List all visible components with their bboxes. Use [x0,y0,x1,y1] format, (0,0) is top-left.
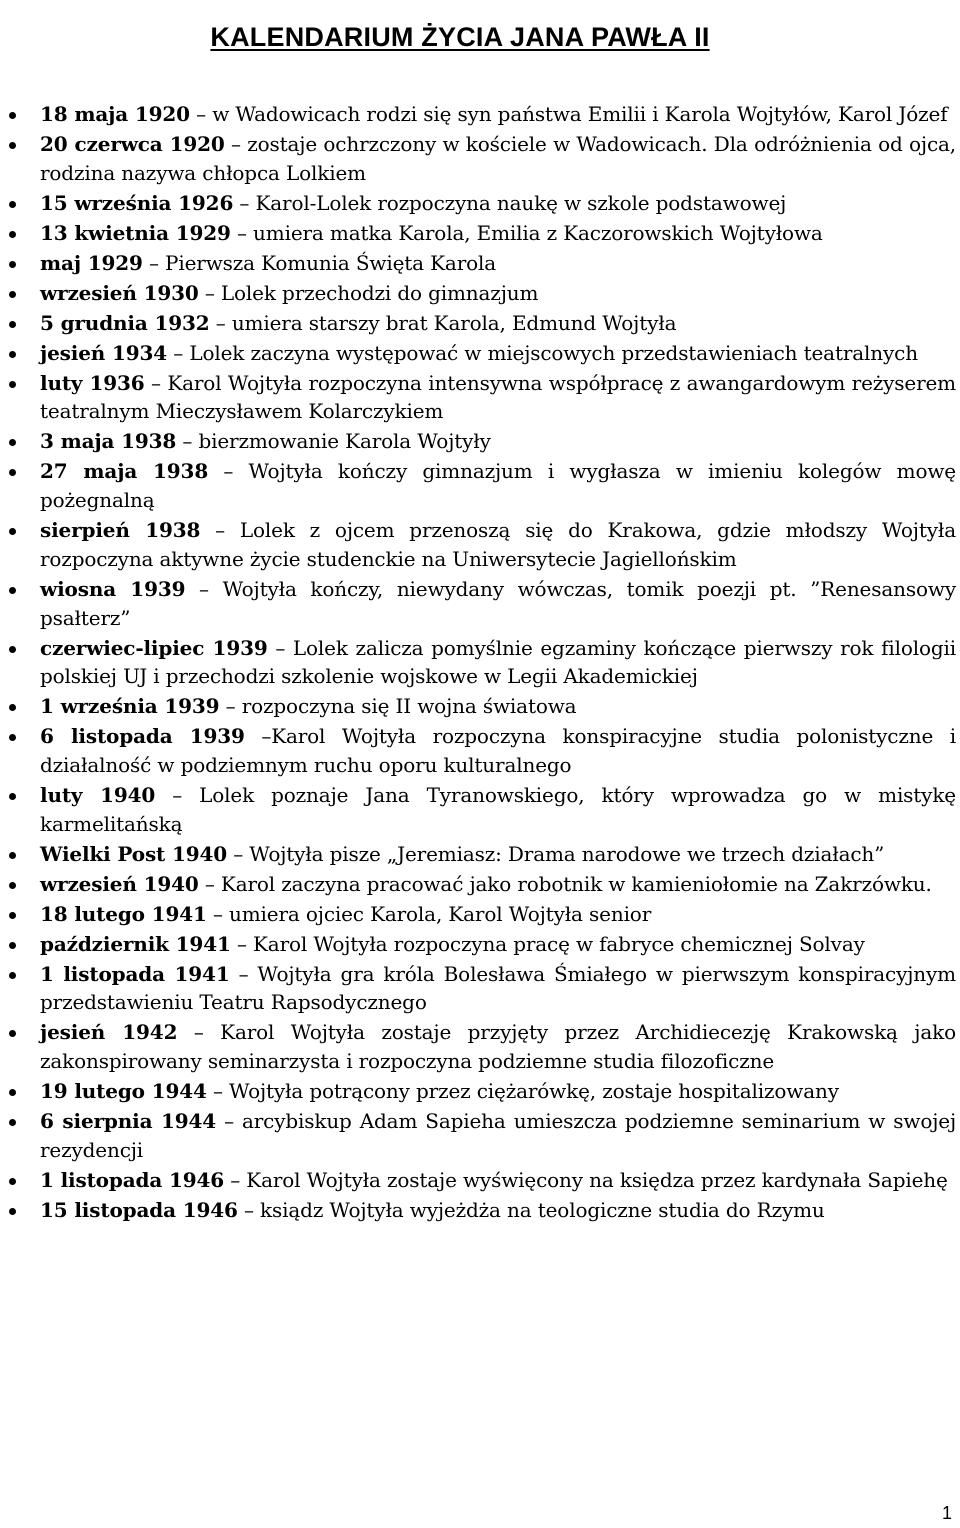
timeline-entry [0,722,960,779]
entry-description: – Wojtyła gra króla Bolesława Śmiałego w pierwszym konspiracyjnym przedstawieniu Teatru Rapsodycznego [40,961,956,1015]
entry-description: – Karol-Lolek rozpoczyna naukę w szkole podstawowej [233,190,787,215]
entry-description: – Lolek poznaje Jana Tyranowskiego, który wprowadza go w mistykę karmelitańską [40,782,956,836]
entry-date: maj 1929 [40,250,143,275]
entry-date: 18 lutego 1941 [40,901,207,926]
bullet-icon [9,291,16,298]
timeline-entry [0,781,960,838]
entry-description: – arcybiskup Adam Sapieha umieszcza podziemne seminarium w swojej rezydencji [40,1109,956,1162]
page-number: 1 [941,1503,952,1523]
bullet-icon [9,201,16,208]
bullet-icon [9,1208,16,1215]
bullet-icon [9,734,16,741]
bullet-icon [9,112,16,119]
entry-date: 6 sierpnia 1944 [40,1109,217,1134]
timeline-entry [0,575,960,632]
entry-date: jesień 1942 [40,1020,178,1045]
entry-date: 1 listopada 1941 [40,961,230,986]
entry-description: – Wojtyła pisze „Jeremiasz: Drama narodowe we trzech działach” [227,841,885,866]
entry-date: 3 maja 1938 [40,429,177,454]
bullet-icon [9,793,16,800]
entry-description: – umiera matka Karola, Emilia z Kaczorowskich Wojtyłowa [230,220,823,245]
bullet-icon [9,912,16,919]
timeline-entry [0,930,960,959]
entry-description: – umiera starszy brat Karola, Edmund Wojtyła [209,310,677,335]
bullet-icon [9,1119,16,1126]
entry-description: – zostaje ochrzczony w kościele w Wadowicach. Dla odróżnienia od ojca, rodzina nazywa chłopca Lolkiem [40,132,956,185]
timeline-entry [0,634,960,691]
entry-description: – Karol zaczyna pracować jako robotnik w kamieniołomie na Zakrzówku. [198,871,932,896]
bullet-icon [9,231,16,238]
entry-description: – Karol Wojtyła zostaje wyświęcony na księdza przez kardynała Sapiehę [224,1167,948,1192]
entry-description: – w Wadowicach rodzi się syn państwa Emilii i Karola Wojtyłów, Karol Józef [189,102,948,126]
entry-description: –Karol Wojtyła rozpoczyna konspiracyjne studia polonistyczne i działalność w podziemnym ruchu oporu kulturalnego [40,724,956,777]
bullet-icon [9,261,16,268]
bullet-icon [9,469,16,476]
entry-description: – Lolek z ojcem przenoszą się do Krakowa, gdzie młodszy Wojtyła rozpoczyna aktywne życie studenckie na Uniwersytecie Jagiellońskim [40,518,956,571]
timeline-entry [0,249,960,278]
timeline-entry [0,369,960,426]
timeline-entry [0,1107,960,1164]
entry-date: wrzesień 1940 [40,871,199,896]
entry-date: luty 1940 [40,782,156,807]
entry-date: 13 kwietnia 1929 [40,220,231,245]
timeline-entry [0,309,960,338]
entry-description: – Karol Wojtyła rozpoczyna intensywna współpracę z awangardowym reżyserem teatralnym Mieczysławem Kolarczykiem [40,370,957,424]
timeline-entry [0,279,960,308]
bullet-icon [9,882,16,889]
entry-description: – Karol Wojtyła rozpoczyna pracę w fabryce chemicznej Solvay [230,931,865,956]
bullet-icon [9,587,16,594]
entry-description: – Lolek przechodzi do gimnazjum [198,280,539,305]
timeline-entry [0,1166,960,1195]
timeline-entry [0,1196,960,1225]
timeline-entry [0,960,960,1017]
bullet-icon [9,439,16,446]
bullet-icon [9,646,16,653]
entry-date: październik 1941 [40,931,231,956]
entry-description: – Wojtyła kończy gimnazjum i wygłasza w imieniu kolegów mowę pożegnalną [40,459,956,513]
timeline-entry [0,219,960,248]
bullet-icon [9,704,16,711]
entry-date: Wielki Post 1940 [40,841,228,866]
timeline-entry [0,870,960,899]
timeline-entry [0,457,960,514]
bullet-icon [9,972,16,979]
timeline-entry [0,692,960,721]
bullet-icon [9,142,16,149]
bullet-icon [9,528,16,535]
entry-description: – bierzmowanie Karola Wojtyły [176,429,491,454]
entry-date: 20 czerwca 1920 [40,132,225,156]
bullet-icon [9,351,16,358]
timeline-entry [0,189,960,218]
entry-description: – rozpoczyna się II wojna światowa [219,694,577,719]
entry-date: 27 maja 1938 [40,459,209,484]
entry-description: – Wojtyła kończy, niewydany wówczas, tomik poezji pt. ”Renesansowy psałterz” [40,576,956,630]
entry-date: wiosna 1939 [40,576,186,601]
entry-description: – Wojtyła potrącony przez ciężarówkę, zostaje hospitalizowany [206,1079,839,1104]
entry-date: 1 września 1939 [40,694,220,719]
entry-description: – ksiądz Wojtyła wyjeżdża na teologiczne studia do Rzymu [237,1197,825,1222]
bullet-icon [9,1178,16,1185]
entry-date: 18 maja 1920 [40,102,190,126]
entry-date: wrzesień 1930 [40,280,199,305]
timeline-entry [0,130,960,187]
entry-date: 5 grudnia 1932 [40,310,210,335]
timeline-entry [0,1018,960,1075]
entry-date: 15 listopada 1946 [40,1197,238,1222]
bullet-icon [9,852,16,859]
bullet-icon [9,321,16,328]
entry-description: – Pierwsza Komunia Święta Karola [142,250,497,275]
entry-date: luty 1936 [40,370,145,395]
timeline-entry [0,840,960,869]
entry-date: 15 września 1926 [40,190,234,215]
entry-date: 19 lutego 1944 [40,1079,207,1104]
entry-description: – Lolek zaczyna występować w miejscowych przedstawieniach teatralnych [167,340,918,365]
timeline-entry [0,1077,960,1106]
entry-date: czerwiec-lipiec 1939 [40,635,268,660]
bullet-icon [9,942,16,949]
timeline-entry [0,900,960,929]
page-title: KALENDARIUM ŻYCIA JANA PAWŁA II [210,22,710,53]
timeline-entry [0,339,960,368]
bullet-icon [9,1089,16,1096]
entry-date: sierpień 1938 [40,518,201,543]
entry-date: 6 listopada 1939 [40,724,245,749]
entry-description: – umiera ojciec Karola, Karol Wojtyła senior [206,901,652,926]
timeline-entry [0,100,960,129]
bullet-icon [9,1030,16,1037]
timeline-entry [0,516,960,573]
entry-date: 1 listopada 1946 [40,1167,225,1192]
timeline-entry [0,427,960,456]
bullet-icon [9,381,16,388]
entry-description: – Karol Wojtyła zostaje przyjęty przez Archidiecezję Krakowską jako zakonspirowany seminarzysta i rozpoczyna podziemne studia filozoficzne [40,1020,956,1074]
timeline-list [0,100,960,1226]
entry-date: jesień 1934 [40,340,168,365]
entry-description: – Lolek zalicza pomyślnie egzaminy kończące pierwszy rok filologii polskiej UJ i przechodzi szkolenie wojskowe w Legii Akademickiej [40,635,957,689]
